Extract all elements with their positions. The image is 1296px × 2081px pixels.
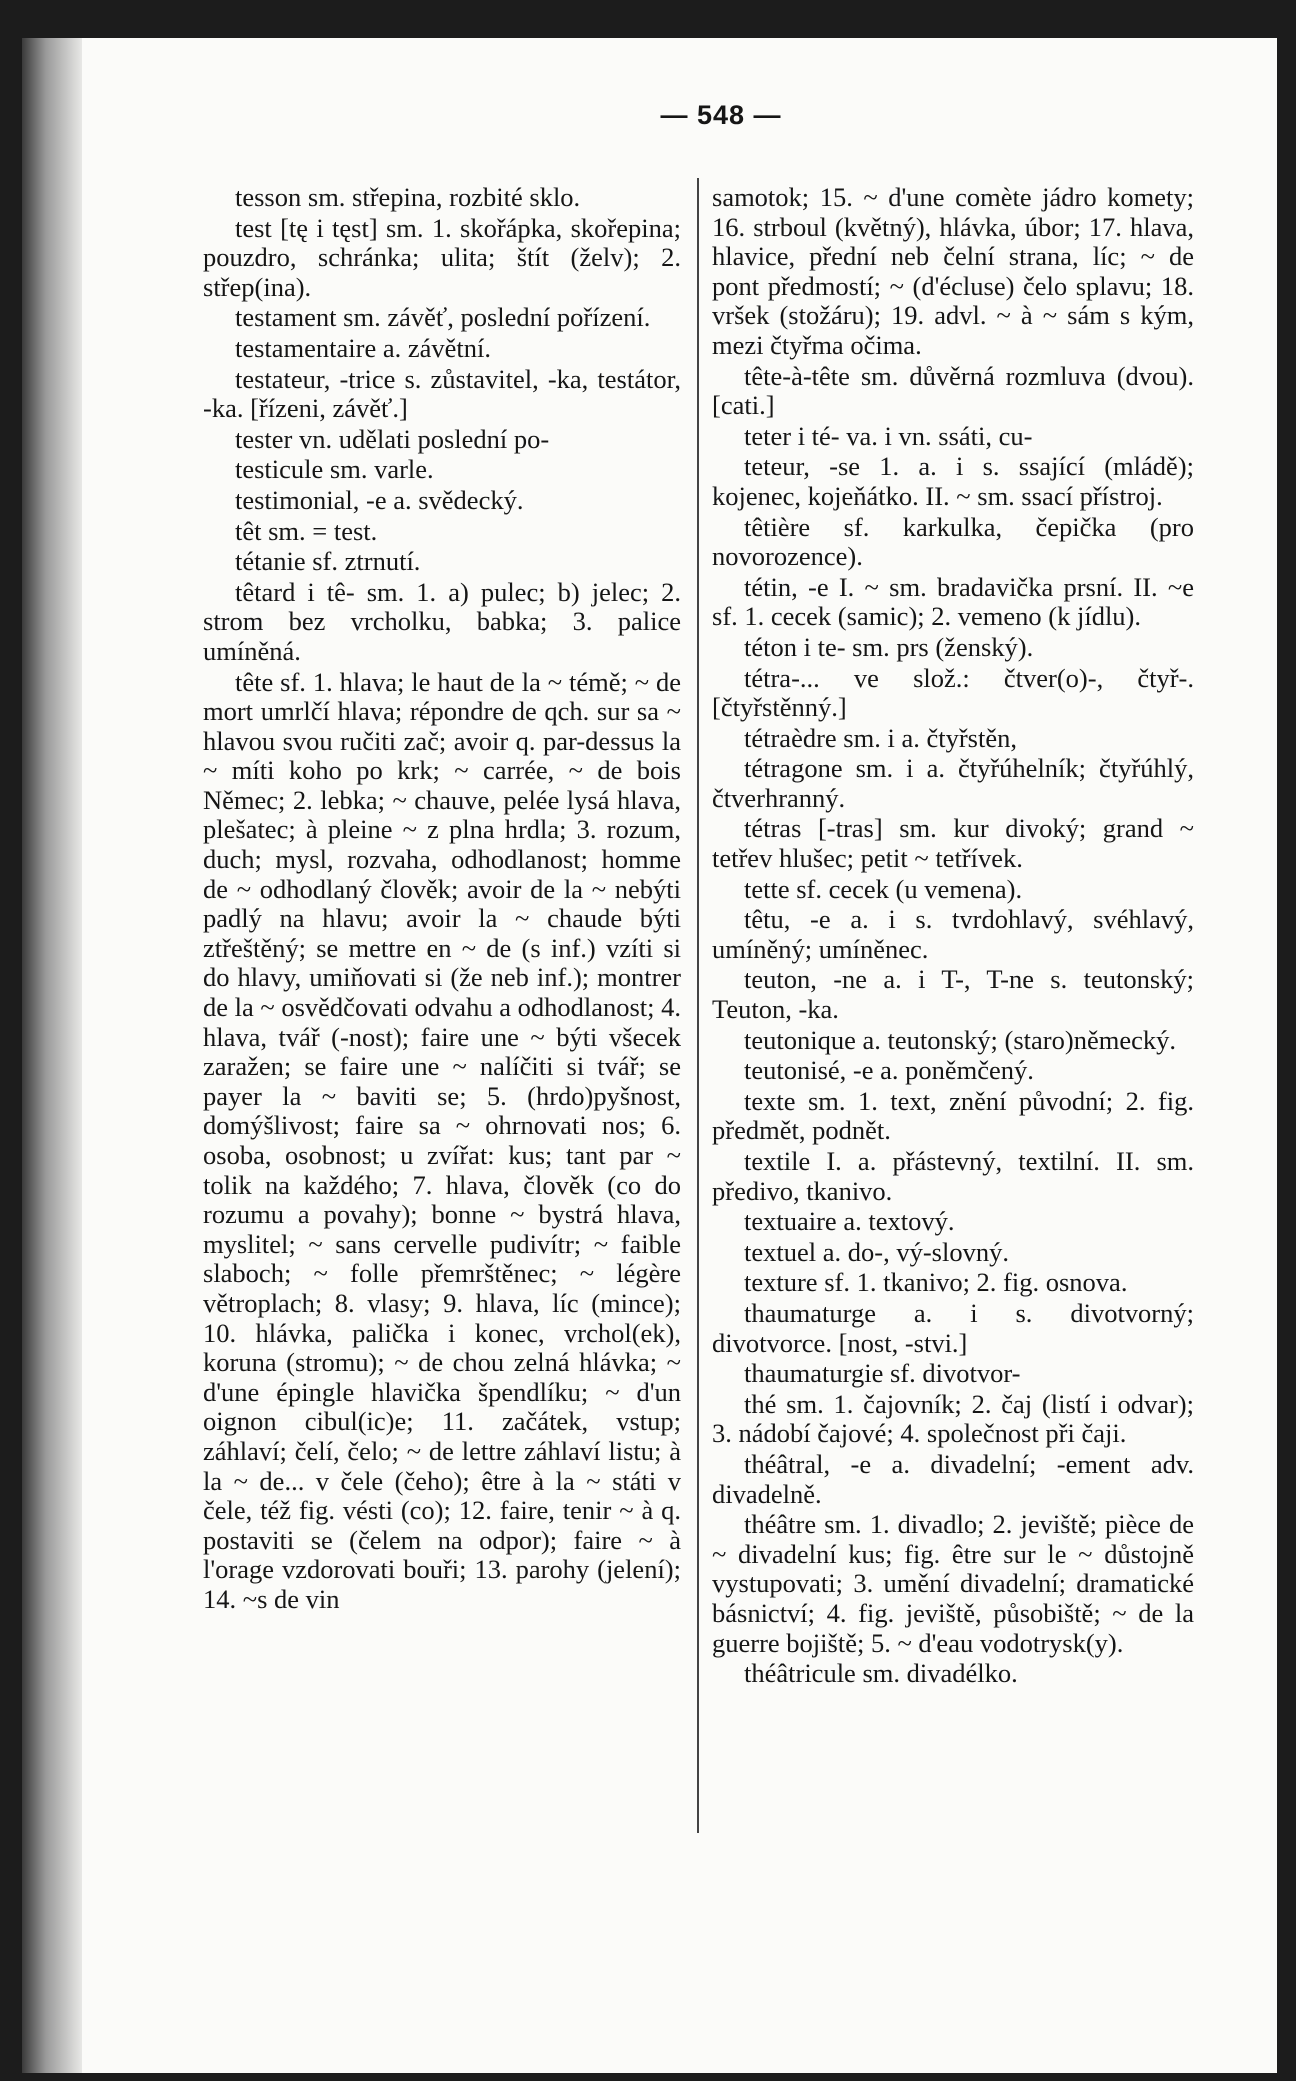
entry: tête sf. 1. hlava; le haut de la ~ témě; ~ de mort umrlčí hlava; répondre de qch. sur sa ~ hlavou svou ručiti zač; avoir q. par-dessus la ~ míti koho po krk; ~ carrée, ~ de bois Němec; 2. lebka; ~ chauve, pelée lysá hlava, plešatec; à pleine ~ z plna hrdla; 3. rozum, duch; mysl, rozvaha, odhodlanost; homme de ~ odhodlaný člověk; avoir de la ~ nebýti padlý na hlavu; avoir la ~ chaude býti ztřeštěný; se mettre en ~ de (s inf.) vzíti si do hlavy, umiňovati si (že neb inf.); montrer de la ~ osvědčovati odvahu a odhodlanost; 4. hlava, tvář (-nost); faire une ~ býti všecek zaražen; se faire une ~ nalíčiti si tvář; se payer la ~ baviti se; 5. (hrdo)pyšnost, domýšlivost; faire sa ~ ohrnovati nos; 6. osoba, osobnost; u zvířat: kus; tant par ~ tolik na každého; 7. hlava, člověk (co do rozumu a povahy); bonne ~ bystrá hlava, myslitel; ~ sans cervelle pudivítr; ~ faible slaboch; ~ folle přemrštěnec; ~ légère větroplach; 8. vlasy; 9. hlava, líc (mince); 10. hlávka, palička i konec, vrchol(ek), koruna (stromu); ~ de chou zelná hlávka; ~ d'une épingle hlavička špendlíku; ~ d'un oignon cibul(ic)e; 11. začátek, vstup; záhlaví; čelí, čelo; ~ de lettre záhlaví listu; à la ~ de... v čele (čeho); être à la ~ státi v čele, též fig. vésti (co); 12. faire, tenir ~ à q. postaviti se (čelem na odpor); faire ~ à l'orage vzdorovati bouři; 13. parohy (jelení); 14. ~s de vin (203, 666, 681, 1614)
entry: thaumaturge a. i s. divotvorný; divotvorce. [nost, -stvi.] (712, 1297, 1194, 1358)
entry: testamentaire a. závětní. (235, 332, 492, 363)
entry: testateur, -trice s. zůstavitel, -ka, testátor, -ka. [řízeni, závěť.] (203, 363, 681, 424)
entry: testicule sm. varle. (235, 454, 434, 485)
entry: tétraèdre sm. i a. čtyřstěn, (744, 722, 1017, 753)
entry: tétras [-tras] sm. kur divoký; grand ~ tetřev hlušec; petit ~ tetřívek. (712, 813, 1194, 874)
entry: têtière sf. karkulka, čepička (pro novorozence). (712, 511, 1194, 572)
entry: testimonial, -e a. svědecký. (235, 484, 524, 515)
entry: têt sm. = test. (235, 515, 378, 546)
entry: testament sm. závěť, poslední pořízení. (235, 302, 651, 333)
entry: thé sm. 1. čajovník; 2. čaj (listí i odvar); 3. nádobí čajové; 4. společnost při čaji. (712, 1388, 1194, 1449)
entry: tétanie sf. ztrnutí. (235, 546, 421, 577)
right-column (712, 183, 1194, 1689)
entry: texte sm. 1. text, znění původní; 2. fig. předmět, podnět. (712, 1085, 1194, 1146)
entry: teter i té- va. i vn. ssáti, cu- (744, 420, 1033, 451)
entry: tête-à-tête sm. důvěrná rozmluva (dvou). [cati.] (712, 360, 1194, 421)
entry: thaumaturgie sf. divotvor- (744, 1358, 1021, 1389)
entry: tétra-... ve slož.: čtver(o)-, čtyř-. [čtyřstěnný.] (712, 662, 1194, 723)
entry: test [tę i tęst] sm. 1. skořápka, skořepina; pouzdro, schránka; ulita; štít (želv); 2. střep(ina). (203, 212, 681, 302)
entry: théâtral, -e a. divadelní; -ement adv. divadelně. (712, 1448, 1194, 1509)
entry: tesson sm. střepina, rozbité sklo. (235, 182, 581, 212)
book-spine-shadow (22, 38, 82, 2073)
entry: teteur, -se 1. a. i s. ssající (mládě); kojenec, kojeňátko. II. ~ sm. ssací přístroj. (712, 451, 1194, 511)
entry: tétragone sm. i a. čtyřúhelník; čtyřúhlý, čtverhranný. (712, 753, 1194, 813)
entry: teutonisé, -e a. poněmčený. (744, 1055, 1034, 1086)
entry: teuton, -ne a. i T-, T-ne s. teutonský; Teuton, -ka. (712, 964, 1194, 1025)
entry: théâtre sm. 1. divadlo; 2. jeviště; pièce de ~ divadelní kus; fig. être sur le ~ důstojně vystupovati; 3. umění divadelní; dramatické básnictví; 4. fig. jeviště, působiště; ~ de la guerre bojiště; 5. ~ d'eau vodotrysk(y). (712, 1509, 1194, 1658)
entry: texture sf. 1. tkanivo; 2. fig. osnova. (744, 1267, 1128, 1298)
entry: tester vn. udělati poslední po- (235, 423, 550, 454)
entry: têtu, -e a. i s. tvrdohlavý, svéhlavý, umíněný; umíněnec. (712, 904, 1194, 964)
page-number: — 548 — (660, 100, 782, 130)
entry: tétin, -e I. ~ sm. bradavička prsní. II. ~e sf. 1. cecek (samic); 2. vemeno (k jídlu). (712, 571, 1194, 632)
entry: textile I. a. přástevný, textilní. II. sm. předivo, tkanivo. (712, 1146, 1194, 1206)
entry: théâtricule sm. divadélko. (744, 1658, 1018, 1689)
entry: textuaire a. textový. (744, 1206, 955, 1237)
entry: teutonique a. teutonský; (staro)německý. (744, 1024, 1176, 1055)
entry: têtard i tê- sm. 1. a) pulec; b) jelec; 2. strom bez vrcholku, babka; 3. palice umíněná. (203, 576, 681, 666)
entry: téton i te- sm. prs (ženský). (744, 631, 1034, 662)
entry: samotok; 15. ~ d'une comète jádro komety; 16. strboul (květný), hlávka, úbor; 17. hlava, hlavice, přední neb čelní strana, líc; ~ de pont předmostí; ~ (d'écluse) čelo splavu; 18. vršek (stožáru); 19. advl. ~ à ~ sám s kým, mezi čtyřma očima. (712, 182, 1194, 360)
column-divider (697, 178, 699, 1833)
entry: textuel a. do-, vý-slovný. (744, 1236, 1009, 1267)
left-column (203, 183, 681, 1615)
entry: tette sf. cecek (u vemena). (744, 873, 1023, 904)
